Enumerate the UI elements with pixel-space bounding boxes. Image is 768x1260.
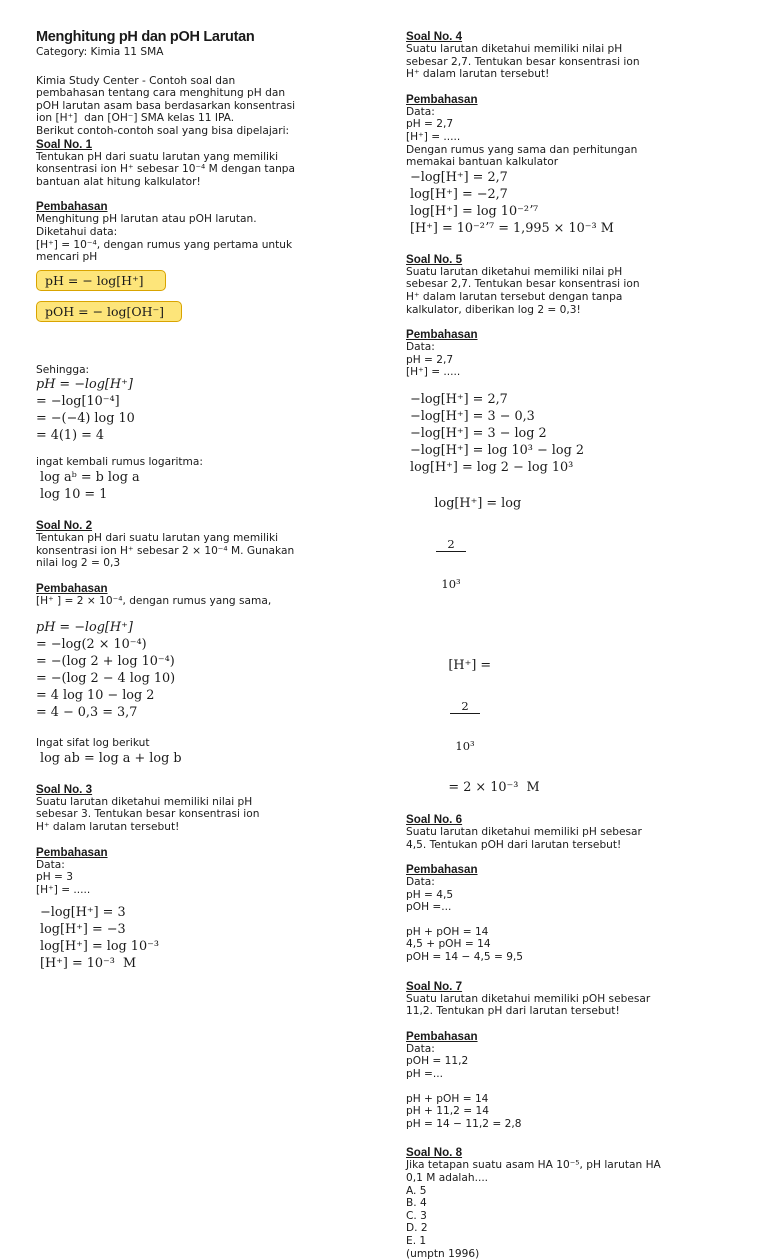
soal-4-pembahasan-text: pH = 2,7: [406, 118, 454, 131]
answer-option: B. 4: [406, 1197, 427, 1210]
math-line: = −(log 2 − 4 log 10): [36, 671, 176, 687]
log-rule: log 10 = 1: [40, 486, 108, 502]
soal-1-pembahasan-text: Diketahui data:: [36, 225, 118, 238]
soal-8-text: 0,1 M adalah....: [406, 1172, 489, 1184]
soal-3-text: sebesar 3. Tentukan besar konsentrasi ion: [36, 808, 260, 821]
answer-option: A. 5: [406, 1184, 427, 1197]
math-line: pH = −log[H⁺]: [36, 377, 133, 393]
ingat-label: ingat kembali rumus logaritma:: [36, 456, 203, 469]
soal-3-heading: Soal No. 3: [36, 782, 93, 796]
soal-2-text: Tentukan pH dari suatu larutan yang memiliki: [36, 531, 279, 544]
sehingga-label: Sehingga:: [36, 363, 90, 376]
soal-1-steps: [36, 376, 366, 444]
right-column: [406, 30, 746, 1260]
soal-6-calc: 4,5 + pOH = 14: [406, 938, 491, 951]
soal-2-text: nilai log 2 = 0,3: [36, 557, 121, 570]
soal-4-pembahasan-heading: Pembahasan: [406, 92, 478, 106]
soal-2-heading: Soal No. 2: [36, 518, 93, 532]
math-line: −log[H⁺] = 2,7: [410, 391, 508, 407]
math-text: log[H⁺] = log: [434, 495, 522, 511]
soal-8-heading: Soal No. 8: [406, 1146, 463, 1160]
math-line: = 4(1) = 4: [36, 428, 105, 444]
fraction-denominator: 10³: [441, 576, 461, 591]
fraction: [450, 674, 479, 779]
math-line: = −log(2 × 10⁻⁴): [36, 637, 147, 653]
soal-1-pembahasan-text: Menghitung pH larutan atau pOH larutan.: [36, 213, 257, 226]
soal-4-text: H⁺ dalam larutan tersebut!: [406, 68, 550, 81]
soal-3-pembahasan-text: pH = 3: [36, 871, 74, 884]
math-fraction-line: [410, 640, 746, 813]
source-note: (umptn 1996): [406, 1247, 480, 1260]
soal-6-calc: pH + pOH = 14: [406, 925, 489, 938]
soal-4-heading: Soal No. 4: [406, 30, 463, 43]
fraction-denominator: 10³: [455, 738, 475, 753]
soal-6-text: 4,5. Tentukan pOH dari larutan tersebut!: [406, 838, 622, 851]
soal-6-pembahasan-text: pH = 4,5: [406, 888, 454, 901]
math-line: −log[H⁺] = 3 − log 2: [410, 425, 547, 441]
math-text: = 2 × 10⁻³ M: [448, 779, 540, 795]
soal-1-text: bantuan alat hitung kalkulator!: [36, 175, 201, 188]
soal-3-steps: [36, 904, 366, 972]
soal-3-pembahasan-text: Data:: [36, 858, 65, 871]
math-line: log[H⁺] = log 2 − log 10³: [410, 459, 574, 475]
answer-option: E. 1: [406, 1234, 427, 1247]
soal-5-heading: Soal No. 5: [406, 252, 463, 266]
soal-6-calc: pOH = 14 − 4,5 = 9,5: [406, 951, 524, 964]
math-line: −log[H⁺] = 3: [40, 905, 126, 921]
intro-line: Berikut contoh-contoh soal yang bisa dipelajari:: [36, 124, 290, 137]
intro-line: pOH larutan asam basa berdasarkan konsentrasi: [36, 99, 296, 112]
soal-7-calc: pH = 14 − 11,2 = 2,8: [406, 1117, 522, 1130]
math-line: log[H⁺] = log 10⁻²ʼ⁷: [410, 203, 539, 219]
page-title: Menghitung pH dan pOH Larutan: [36, 29, 255, 45]
soal-7-calc: pH + pOH = 14: [406, 1092, 489, 1105]
soal-4-pembahasan-text: [H⁺] = .....: [406, 130, 461, 143]
soal-5-text: kalkulator, diberikan log 2 = 0,3!: [406, 303, 581, 316]
math-line: = −log[10⁻⁴]: [36, 394, 120, 410]
soal-3-text: Suatu larutan diketahui memiliki nilai pH: [36, 795, 253, 808]
soal-8-text: Jika tetapan suatu asam HA 10⁻⁵, pH larutan HA: [406, 1159, 661, 1172]
soal-1-text: konsentrasi ion H⁺ sebesar 10⁻⁴ M dengan tanpa: [36, 163, 296, 176]
soal-5-pembahasan-heading: Pembahasan: [406, 328, 478, 342]
soal-5-text: sebesar 2,7. Tentukan besar konsentrasi ion: [406, 278, 640, 291]
fraction-numerator: 2: [436, 538, 465, 552]
soal-1-pembahasan-text: mencari pH: [36, 251, 98, 264]
math-line: −log[H⁺] = log 10³ − log 2: [410, 442, 584, 458]
category-label: Category: Kimia 11 SMA: [36, 46, 164, 58]
math-line: = 4 − 0,3 = 3,7: [36, 705, 138, 721]
math-line: [H⁺] = 10⁻²ʼ⁷ = 1,995 × 10⁻³ M: [410, 220, 614, 236]
log-rule: log ab = log a + log b: [40, 750, 182, 766]
soal-7-text: 11,2. Tentukan pH dari larutan tersebut!: [406, 1005, 620, 1018]
soal-4-pembahasan-text: memakai bantuan kalkulator: [406, 156, 559, 169]
intro-paragraph: [36, 75, 366, 138]
math-line: −log[H⁺] = 2,7: [410, 169, 508, 185]
ingat-sifat-label: Ingat sifat log berikut: [36, 737, 150, 750]
intro-line: pembahasan tentang cara menghitung pH dan: [36, 87, 286, 100]
soal-1-pembahasan-text: [H⁺] = 10⁻⁴, dengan rumus yang pertama untuk: [36, 238, 293, 251]
soal-5-text: Suatu larutan diketahui memiliki nilai pH: [406, 265, 623, 278]
math-line: log[H⁺] = −3: [40, 922, 126, 938]
soal-2-text: konsentrasi ion H⁺ sebesar 2 × 10⁻⁴ M. Gunakan: [36, 544, 295, 557]
log-rule: log aᵇ = b log a: [40, 469, 140, 485]
math-line: = −(−4) log 10: [36, 411, 135, 427]
soal-3-pembahasan-heading: Pembahasan: [36, 845, 108, 859]
soal-6-pembahasan-text: pOH =...: [406, 901, 452, 914]
soal-1-pembahasan-heading: Pembahasan: [36, 200, 108, 214]
soal-7-pembahasan-heading: Pembahasan: [406, 1029, 478, 1043]
math-line: −log[H⁺] = 3 − 0,3: [410, 408, 535, 424]
poh-formula-box: pOH = − log[OH⁻]: [36, 301, 182, 322]
soal-6-pembahasan-text: Data:: [406, 876, 435, 889]
soal-4-text: Suatu larutan diketahui memiliki nilai pH: [406, 43, 623, 55]
math-line: log[H⁺] = −2,7: [410, 186, 508, 202]
soal-7-heading: Soal No. 7: [406, 979, 463, 993]
answer-option: D. 2: [406, 1222, 428, 1235]
soal-6-text: Suatu larutan diketahui memiliki pH sebesar: [406, 825, 642, 838]
soal-5-pembahasan-text: [H⁺] = .....: [406, 366, 461, 379]
intro-line: Kimia Study Center - Contoh soal dan: [36, 74, 236, 87]
math-text: [H⁺] =: [448, 657, 492, 673]
soal-6-pembahasan-heading: Pembahasan: [406, 863, 478, 877]
math-line: log[H⁺] = log 10⁻³: [40, 939, 159, 955]
left-column: [36, 28, 366, 972]
soal-2-pembahasan-text: [H⁺ ] = 2 × 10⁻⁴, dengan rumus yang sama,: [36, 594, 272, 607]
math-line: = −(log 2 + log 10⁻⁴): [36, 654, 175, 670]
soal-7-pembahasan-text: Data:: [406, 1042, 435, 1055]
soal-5-steps: [406, 391, 746, 813]
soal-7-calc: pH + 11,2 = 14: [406, 1105, 489, 1118]
math-line: pH = −log[H⁺]: [36, 620, 133, 636]
ph-formula-box: pH = − log[H⁺]: [36, 270, 166, 291]
answer-option: C. 3: [406, 1209, 427, 1222]
soal-7-pembahasan-text: pOH = 11,2: [406, 1055, 469, 1068]
soal-5-pembahasan-text: Data:: [406, 341, 435, 354]
soal-1-text: Tentukan pH dari suatu larutan yang memiliki: [36, 150, 279, 163]
soal-7-text: Suatu larutan diketahui memiliki pOH sebesar: [406, 992, 651, 1005]
soal-4-text: sebesar 2,7. Tentukan besar konsentrasi ion: [406, 55, 640, 68]
soal-6-heading: Soal No. 6: [406, 812, 463, 826]
math-fraction-line: [410, 478, 746, 634]
soal-2-pembahasan-heading: Pembahasan: [36, 581, 108, 595]
soal-5-pembahasan-text: pH = 2,7: [406, 353, 454, 366]
soal-7-pembahasan-text: pH =...: [406, 1068, 444, 1081]
soal-5-text: H⁺ dalam larutan tersebut dengan tanpa: [406, 290, 623, 303]
soal-3-pembahasan-text: [H⁺] = .....: [36, 883, 91, 896]
fraction-numerator: 2: [450, 700, 479, 714]
soal-2-steps: [36, 619, 366, 721]
math-line: = 4 log 10 − log 2: [36, 688, 155, 704]
soal-4-steps: [406, 169, 746, 237]
math-line: [H⁺] = 10⁻³ M: [40, 956, 137, 972]
soal-4-pembahasan-text: Dengan rumus yang sama dan perhitungan: [406, 143, 638, 156]
intro-line: ion [H⁺] dan [OH⁻] SMA kelas 11 IPA.: [36, 112, 235, 125]
soal-3-text: H⁺ dalam larutan tersebut!: [36, 821, 180, 834]
soal-1-heading: Soal No. 1: [36, 137, 93, 151]
soal-4-pembahasan-text: Data:: [406, 105, 435, 118]
fraction: [436, 512, 465, 617]
